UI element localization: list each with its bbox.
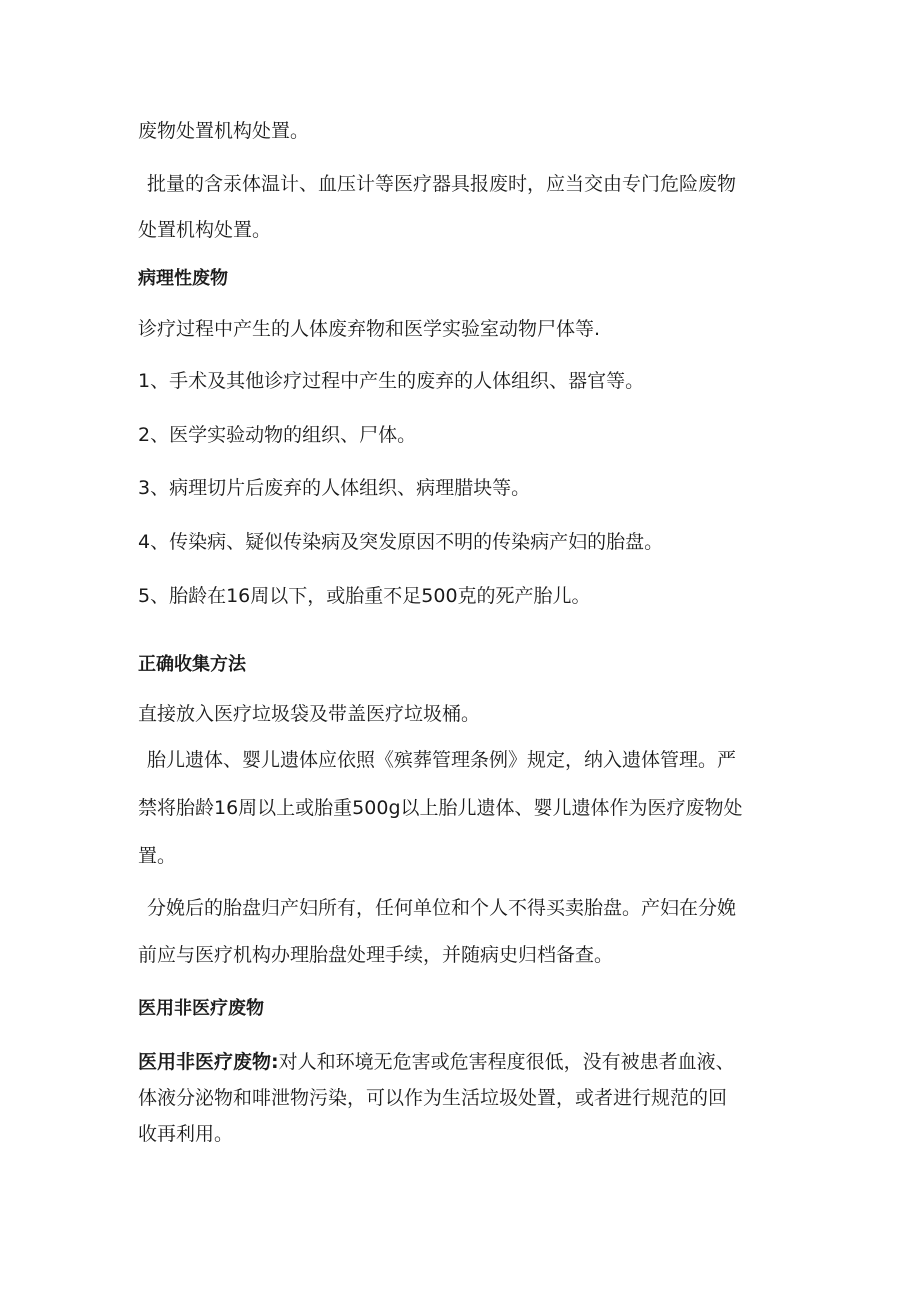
paragraph-line: 批量的含汞体温计、血压计等医疗器具报废时，应当交由专门危险废物 (147, 173, 737, 195)
list-item: 1、手术及其他诊疗过程中产生的废弃的人体组织、器官等。 (138, 370, 645, 392)
section-heading-nonmedical: 医用非医疗废物 (138, 998, 264, 1019)
definition-text: 对人和环境无危害或危害程度很低，没有被患者血液、 (278, 1051, 735, 1073)
paragraph-line: 体液分泌物和啡泄物污染，可以作为生活垃圾处置，或者进行规范的回 (138, 1087, 728, 1109)
paragraph-line: 胎儿遗体、婴儿遗体应依照《殡葬管理条例》规定，纳入遗体管理。严 (147, 749, 737, 771)
paragraph-line: 直接放入医疗垃圾袋及带盖医疗垃圾桶。 (138, 703, 481, 725)
paragraph-line (138, 1049, 735, 1075)
paragraph-line: 诊疗过程中产生的人体废弃物和医学实验室动物尸体等. (138, 318, 601, 340)
paragraph-line: 禁将胎龄16周以上或胎重500g以上胎儿遗体、婴儿遗体作为医疗废物处 (138, 797, 743, 819)
section-heading-pathological: 病理性废物 (138, 268, 228, 289)
paragraph-line: 分娩后的胎盘归产妇所有，任何单位和个人不得买卖胎盘。产妇在分娩 (147, 897, 737, 919)
definition-term: 医用非医疗废物: (138, 1051, 279, 1073)
list-item: 4、传染病、疑似传染病及突发原因不明的传染病产妇的胎盘。 (138, 531, 664, 553)
paragraph-line: 废物处置机构处置。 (138, 120, 310, 142)
list-item: 3、病理切片后废弃的人体组织、病理腊块等。 (138, 477, 531, 499)
list-item: 2、医学实验动物的组织、尸体。 (138, 424, 417, 446)
paragraph-line: 收再利用。 (138, 1123, 234, 1145)
paragraph-line: 前应与医疗机构办理胎盘处理手续，并随病史归档备查。 (138, 944, 614, 966)
paragraph-line: 处置机构处置。 (138, 219, 272, 241)
section-heading-collection: 正确收集方法 (138, 654, 246, 675)
paragraph-line: 置。 (138, 845, 177, 867)
list-item: 5、胎龄在16周以下，或胎重不足500克的死产胎儿。 (138, 585, 591, 607)
